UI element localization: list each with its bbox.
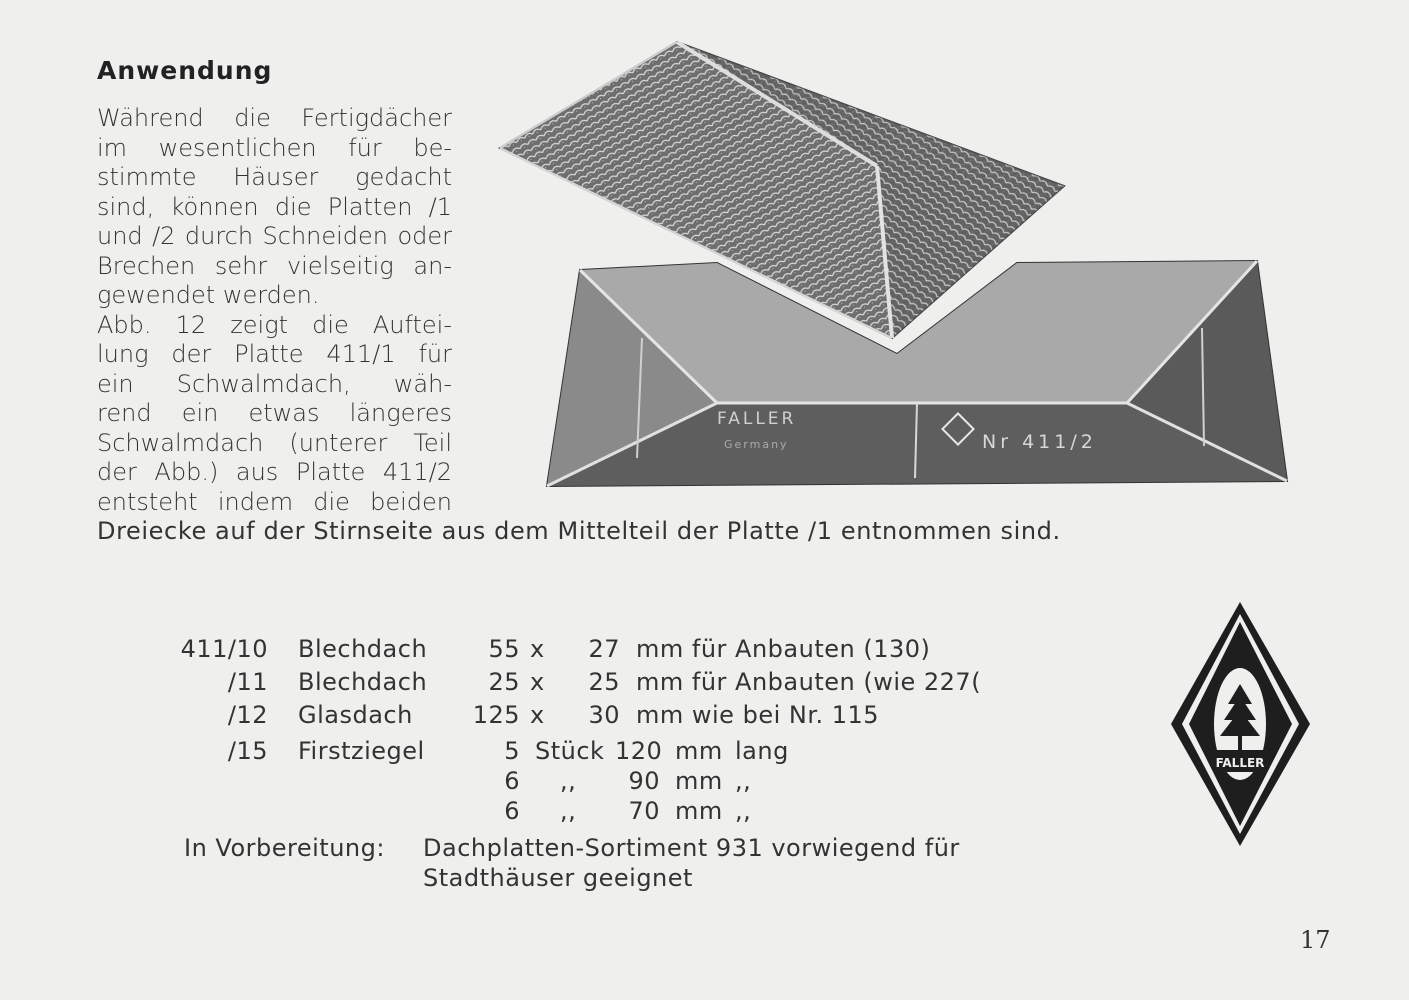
faller-logo: [1168, 600, 1313, 848]
preparation-text: Dachplatten-Sortiment 931 vorwiegend für: [423, 834, 960, 862]
paragraph-line: Während die Fertigdächer: [97, 104, 452, 132]
ridge-row: [0, 766, 1000, 796]
paragraph-last-line: Dreiecke auf der Stirnseite aus dem Mittelteil der Platte /1 entnommen sind.: [97, 517, 1061, 545]
ridge-ditto: ,,: [560, 767, 577, 795]
ridge-row: [0, 796, 1000, 826]
product-number: /15: [227, 737, 268, 765]
paragraph-line: Schwalmdach (unterer Teil: [97, 428, 452, 457]
ridge-end: ,,: [735, 767, 752, 795]
paragraph-line: rend ein etwas längeres: [97, 399, 452, 427]
paragraph-line: entsteht indem die beiden: [97, 487, 452, 516]
product-name: Firstziegel: [298, 737, 425, 765]
product-description: mm für Anbauten (wie 227(: [636, 668, 982, 696]
product-number: 411/10: [180, 635, 268, 663]
preparation-row: [0, 833, 1000, 863]
product-description: mm für Anbauten (130): [636, 635, 931, 663]
product-row: [0, 736, 1000, 766]
ridge-mm: mm: [675, 797, 723, 825]
paragraph-line: sind, können die Platten /1: [97, 192, 452, 221]
preparation-label: In Vorbereitung:: [184, 834, 385, 862]
ridge-end: ,,: [735, 797, 752, 825]
product-times: x: [530, 635, 545, 663]
ridge-length: 70: [628, 797, 660, 825]
product-name: Glasdach: [298, 701, 413, 729]
ridge-unit: Stück: [535, 737, 605, 765]
product-height: 30: [588, 701, 620, 729]
ridge-end: lang: [735, 737, 789, 765]
product-width: 25: [488, 668, 520, 696]
body-paragraph: [97, 104, 452, 517]
paragraph-line: lung der Platte 411/1 für: [97, 340, 452, 368]
roof-plates-illustration: [492, 38, 1292, 498]
preparation-row: [0, 863, 1000, 893]
product-height: 27: [588, 635, 620, 663]
paragraph-line: stimmte Häuser gedacht: [97, 163, 452, 191]
logo-text: FALLER: [1215, 756, 1265, 770]
paragraph-line: Brechen sehr vielseitig an-: [97, 251, 452, 280]
ridge-qty: 6: [504, 797, 520, 825]
ridge-mm: mm: [675, 767, 723, 795]
ridge-mm: mm: [675, 737, 723, 765]
paragraph-line: der Abb.) aus Platte 411/2: [97, 458, 452, 486]
product-times: x: [530, 701, 545, 729]
product-description: mm wie bei Nr. 115: [636, 701, 880, 729]
paragraph-line: ein Schwalmdach, wäh-: [97, 369, 452, 398]
product-number: /12: [227, 701, 268, 729]
section-heading: Anwendung: [97, 56, 273, 85]
product-width: 55: [488, 635, 520, 663]
product-row: [0, 634, 1000, 664]
product-name: Blechdach: [298, 635, 428, 663]
page-number: 17: [1300, 926, 1331, 954]
paragraph-line: und /2 durch Schneiden oder: [97, 222, 452, 250]
ridge-length: 120: [615, 737, 663, 765]
product-row: [0, 667, 1000, 697]
plate-country: Germany: [724, 438, 789, 451]
product-row: [0, 700, 1000, 730]
plate-number: Nr 411/2: [982, 431, 1097, 453]
ridge-qty: 5: [504, 737, 520, 765]
product-width: 125: [472, 701, 520, 729]
product-number: /11: [227, 668, 268, 696]
product-name: Blechdach: [298, 668, 428, 696]
paragraph-line: Abb. 12 zeigt die Auftei-: [97, 310, 452, 339]
ridge-qty: 6: [504, 767, 520, 795]
ridge-ditto: ,,: [560, 797, 577, 825]
preparation-text: Stadthäuser geeignet: [423, 864, 693, 892]
ridge-length: 90: [628, 767, 660, 795]
product-times: x: [530, 668, 545, 696]
paragraph-line: im wesentlichen für be-: [97, 133, 452, 162]
plate-brand: FALLER: [717, 409, 797, 429]
paragraph-line: gewendet werden.: [97, 281, 320, 309]
product-height: 25: [588, 668, 620, 696]
